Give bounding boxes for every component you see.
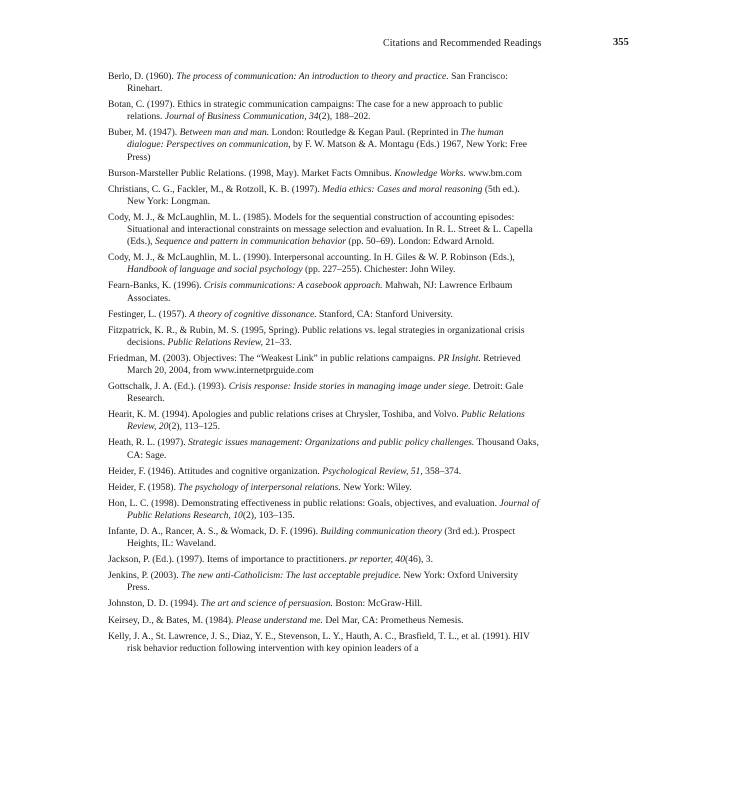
reference-entry bbox=[108, 353, 540, 377]
reference-entry bbox=[108, 325, 540, 349]
reference-entry bbox=[108, 184, 540, 208]
reference-text: Gottschalk, J. A. (Ed.). (1993). bbox=[108, 381, 229, 393]
reference-title: Journal of Business Communication, 34 bbox=[164, 111, 319, 123]
reference-entry bbox=[108, 280, 540, 304]
reference-entry bbox=[108, 252, 540, 276]
reference-title: The psychology of interpersonal relations. bbox=[178, 481, 341, 493]
reference-title: Handbook of language and social psychology bbox=[127, 264, 303, 276]
reference-title: Crisis response: Inside stories in managing image under siege. bbox=[228, 381, 471, 393]
reference-text: Infante, D. A., Rancer, A. S., & Womack, D. F. (1996). bbox=[108, 526, 321, 537]
reference-text: Detroit: Gale Research. bbox=[127, 381, 524, 405]
reference-text: (2), 103–135. bbox=[242, 509, 295, 521]
reference-title: Strategic issues management: Organizations and public policy challenges. bbox=[187, 437, 475, 449]
reference-text: Mahwah, NJ: Lawrence Erlbaum Associates. bbox=[127, 280, 513, 304]
reference-text: www.bm.com bbox=[465, 167, 522, 179]
reference-text: Berlo, D. (1960). bbox=[108, 71, 177, 82]
reference-text: Retrieved March 20, 2004, from www.internetprguide.com bbox=[127, 352, 521, 376]
reference-title: Between man and man. bbox=[179, 127, 270, 139]
reference-text: Burson-Marsteller Public Relations. (1998, May). Market Facts Omnibus. bbox=[108, 167, 395, 179]
reference-entry bbox=[108, 615, 540, 627]
reference-text: Keirsey, D., & Bates, M. (1984). bbox=[108, 614, 236, 626]
reference-title: Knowledge Works. bbox=[394, 167, 466, 179]
reference-text: Heider, F. (1946). Attitudes and cognitive organization. bbox=[108, 465, 323, 477]
reference-title: The new anti-Catholicism: The last acceptable prejudice. bbox=[181, 570, 402, 582]
reference-text: 21–33. bbox=[262, 336, 292, 348]
reference-text: 358–374. bbox=[422, 465, 462, 477]
reference-title: A theory of cognitive dissonance. bbox=[189, 308, 317, 320]
reference-entry bbox=[108, 598, 540, 610]
reference-text: Stanford, CA: Stanford University. bbox=[316, 308, 453, 320]
reference-text: Hearit, K. M. (1994). Apologies and public relations crises at Chrysler, Toshiba, and Volvo. bbox=[108, 409, 462, 421]
reference-title: Psychological Review, 51, bbox=[322, 465, 423, 477]
reference-text: (2), 188–202. bbox=[318, 111, 371, 123]
reference-title: Sequence and pattern in communication behavior bbox=[154, 236, 347, 248]
reference-text: Jenkins, P. (2003). bbox=[108, 570, 182, 582]
reference-entry bbox=[108, 409, 540, 433]
reference-text: (5th ed.). New York: Longman. bbox=[127, 183, 520, 207]
reference-list bbox=[108, 71, 540, 659]
reference-entry bbox=[108, 498, 540, 522]
page-number: 355 bbox=[613, 37, 629, 48]
reference-entry bbox=[108, 437, 540, 461]
reference-text: Christians, C. G., Fackler, M., & Rotzoll, K. B. (1997). bbox=[108, 183, 323, 195]
reference-title: The art and science of persuasion. bbox=[200, 598, 333, 610]
reference-text: Cody, M. J., & McLaughlin, M. L. (1985). Models for the sequential construction of accounting episodes: Situational and interactional constraints on message selection and evaluation. In R. L. Street & L. Capella (Eds.), bbox=[108, 211, 533, 248]
reference-text: London: Routledge & Kegan Paul. (Reprinted in bbox=[269, 127, 461, 139]
reference-title: Crisis communications: A casebook approach. bbox=[203, 280, 383, 292]
reference-text: Cody, M. J., & McLaughlin, M. L. (1990). Interpersonal accounting. In H. Giles & W. P. Robinson (Eds.), bbox=[108, 252, 515, 264]
reference-entry bbox=[108, 554, 540, 566]
reference-text: (46), 3. bbox=[405, 554, 433, 566]
reference-text: (2), 113–125. bbox=[168, 421, 220, 433]
reference-title: PR Insight. bbox=[437, 352, 481, 364]
reference-text: Botan, C. (1997). Ethics in strategic communication campaigns: The case for a new approach to public relations. bbox=[108, 99, 503, 123]
reference-text: Hon, L. C. (1998). Demonstrating effectiveness in public relations: Goals, objectives, and evaluation. bbox=[108, 497, 500, 509]
reference-entry bbox=[108, 212, 540, 248]
reference-entry bbox=[108, 631, 540, 655]
reference-title: Public Relations Review, 20 bbox=[127, 409, 525, 433]
reference-text: San Francisco: Rinehart. bbox=[127, 71, 508, 95]
reference-title: Please understand me. bbox=[235, 614, 323, 626]
reference-text: Heider, F. (1958). bbox=[108, 481, 179, 493]
reference-entry bbox=[108, 570, 540, 594]
reference-entry bbox=[108, 168, 540, 180]
reference-entry bbox=[108, 309, 540, 321]
reference-text: Friedman, M. (2003). Objectives: The “Weakest Link” in public relations campaigns. bbox=[108, 352, 438, 364]
running-head: Citations and Recommended Readings bbox=[383, 38, 542, 49]
reference-text: Boston: McGraw-Hill. bbox=[332, 598, 423, 610]
reference-entry bbox=[108, 482, 540, 494]
reference-entry bbox=[108, 526, 540, 550]
reference-entry bbox=[108, 466, 540, 478]
reference-title: Media ethics: Cases and moral reasoning bbox=[322, 183, 483, 195]
reference-text: Fitzpatrick, K. R., & Rubin, M. S. (1995, Spring). Public relations vs. legal strategies in organizational crisis decisions. bbox=[108, 324, 525, 348]
reference-text: Festinger, L. (1957). bbox=[108, 308, 190, 320]
reference-text: Buber, M. (1947). bbox=[108, 127, 180, 139]
reference-title: Journal of Public Relations Research, 10 bbox=[127, 497, 540, 521]
reference-text: (pp. 50–69). London: Edward Arnold. bbox=[346, 236, 495, 248]
reference-title: The process of communication: An introduction to theory and practice. bbox=[176, 71, 449, 82]
reference-text: (pp. 227–255). Chichester: John Wiley. bbox=[302, 264, 456, 276]
reference-title: Building communication theory bbox=[320, 526, 442, 537]
reference-text: New York: Oxford University Press. bbox=[127, 570, 519, 594]
reference-text: Fearn-Banks, K. (1996). bbox=[108, 280, 204, 292]
reference-text: (3rd ed.). Prospect Heights, IL: Waveland. bbox=[127, 526, 516, 550]
reference-entry bbox=[108, 99, 540, 123]
reference-text: Kelly, J. A., St. Lawrence, J. S., Diaz, Y. E., Stevenson, L. Y., Hauth, A. C., Brasfield, T. L., et al. (1991). HIV risk behavior reduction following intervention with key opinion leaders of a bbox=[108, 630, 530, 654]
reference-text: by F. W. Matson & A. Montagu (Eds.) 1967, New York: Free Press) bbox=[127, 139, 528, 163]
reference-text: Johnston, D. D. (1994). bbox=[108, 598, 201, 610]
reference-text: Thousand Oaks, CA: Sage. bbox=[127, 437, 539, 461]
reference-text: New York: Wiley. bbox=[340, 481, 412, 493]
reference-title: Public Relations Review, bbox=[167, 336, 263, 348]
reference-title: The human dialogue: Perspectives on communication, bbox=[127, 127, 504, 151]
reference-text: Del Mar, CA: Prometheus Nemesis. bbox=[322, 614, 464, 626]
reference-title: pr reporter, 40 bbox=[349, 554, 406, 566]
reference-entry bbox=[108, 381, 540, 405]
reference-text: Heath, R. L. (1997). bbox=[108, 437, 188, 449]
reference-entry bbox=[108, 71, 540, 95]
reference-entry bbox=[108, 127, 540, 163]
reference-text: Jackson, P. (Ed.). (1997). Items of importance to practitioners. bbox=[108, 554, 350, 566]
